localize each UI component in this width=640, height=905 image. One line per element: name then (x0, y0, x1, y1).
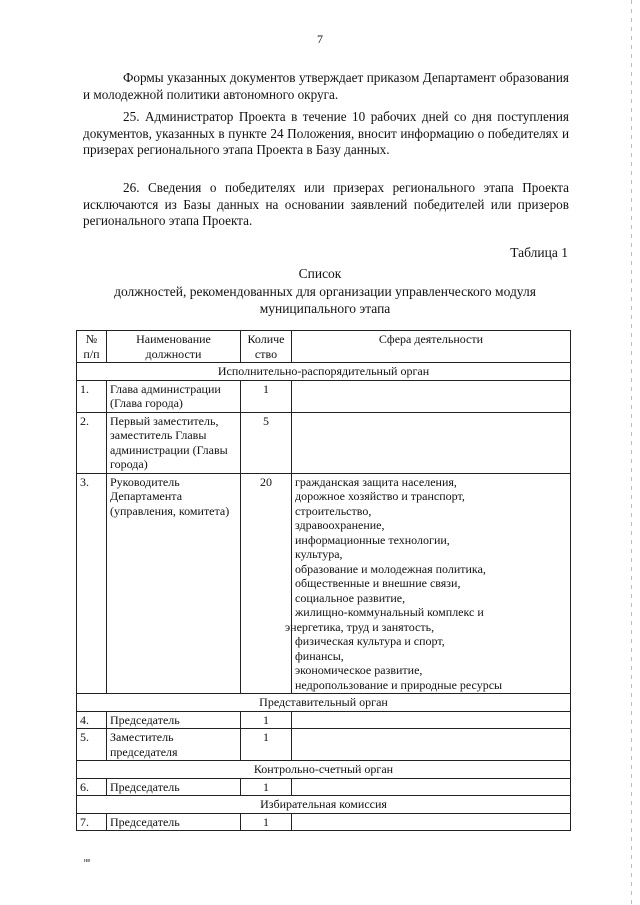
sphere-item: социальное развитие, (295, 590, 406, 605)
table-caption: Таблица 1 (510, 245, 568, 260)
row-qty: 1 (241, 380, 292, 412)
sphere-item: здравоохранение, (295, 518, 385, 532)
row-sphere (292, 412, 571, 473)
sphere-item: гражданская защита населения, (295, 474, 457, 489)
section-executive: Исполнительно-распорядительный орган (77, 363, 571, 381)
sphere-item: энергетика, труд и занятость, (285, 619, 435, 634)
row-qty: 1 (241, 711, 292, 729)
row-num: 2. (77, 412, 107, 473)
header-name: Наименование должности (107, 331, 241, 363)
table-row (77, 729, 571, 761)
sphere-item: дорожное хозяйство и транспорт, (295, 489, 465, 503)
row-sphere (292, 380, 571, 412)
table-row (77, 412, 571, 473)
paragraph-26: 26. Сведения о победителях или призерах регионального этапа Проекта исключаются из Базы данных на основании заявлений победителей или призеров регионального этапа Проекта. (83, 180, 569, 228)
row-position: Председатель (107, 711, 241, 729)
row-sphere (292, 729, 571, 761)
row-sphere (292, 711, 571, 729)
row-position: Первый заместитель, заместитель Главы администрации (Главы города) (107, 412, 241, 473)
row-num: 3. (77, 473, 107, 694)
sphere-item: экономическое развитие, (295, 663, 423, 677)
list-title: Список (298, 266, 342, 281)
list-subtitle: должностей, рекомендованных для организации управленческого модуля муниципального этапа (114, 284, 536, 316)
table-header-row (77, 331, 571, 363)
paragraph-25: 25. Администратор Проекта в течение 10 рабочих дней со дня поступления документов, указанных в пункте 24 Положения, вносит информацию о победителях и призерах регионального этапа Проекта в Базу данных. (83, 109, 569, 157)
table-row (77, 473, 571, 694)
section-row (77, 761, 571, 779)
sphere-item: образование и молодежная политика, (295, 561, 486, 576)
row-qty: 1 (241, 778, 292, 796)
corner-mark: нв (84, 858, 91, 864)
row-qty: 5 (241, 412, 292, 473)
row-num: 6. (77, 778, 107, 796)
section-row (77, 694, 571, 712)
row-num: 5. (77, 729, 107, 761)
row-qty: 20 (241, 473, 292, 694)
row-num: 1. (77, 380, 107, 412)
sphere-item: культура, (295, 547, 343, 561)
positions-table (76, 330, 571, 831)
section-election: Избирательная комиссия (77, 796, 571, 814)
sphere-item: недропользование и природные ресурсы (295, 677, 503, 692)
table-row (77, 813, 571, 831)
row-qty: 1 (241, 813, 292, 831)
section-representative: Представительный орган (77, 694, 571, 712)
sphere-item: информационные технологии, (295, 532, 450, 547)
row-qty: 1 (241, 729, 292, 761)
row-sphere (292, 813, 571, 831)
sphere-item: строительство, (295, 503, 372, 518)
row-num: 7. (77, 813, 107, 831)
sphere-item: жилищно-коммунальный комплекс и (295, 605, 484, 619)
table-row (77, 380, 571, 412)
row-sphere (292, 778, 571, 796)
table-row (77, 778, 571, 796)
row-position: Председатель (107, 778, 241, 796)
row-position: Председатель (107, 813, 241, 831)
scan-edge-line (631, 0, 632, 905)
header-sphere: Сфера деятельности (292, 331, 571, 363)
paragraph-forms: Формы указанных документов утверждает приказом Департамент образования и молодежной политики автономного округа. (83, 70, 569, 102)
table-row (77, 711, 571, 729)
header-num: № п/п (77, 331, 107, 363)
row-position: Глава администрации (Глава города) (107, 380, 241, 412)
section-row (77, 796, 571, 814)
sphere-item: финансы, (295, 648, 344, 663)
row-sphere-list (285, 473, 571, 694)
sphere-item: общественные и внешние связи, (295, 576, 461, 590)
page-number: 7 (317, 32, 323, 46)
section-row (77, 363, 571, 381)
row-num: 4. (77, 711, 107, 729)
header-qty: Количе ство (241, 331, 292, 363)
row-position: Руководитель Департамента (управления, комитета) (107, 473, 241, 694)
section-audit: Контрольно-счетный орган (77, 761, 571, 779)
row-position: Заместитель председателя (107, 729, 241, 761)
sphere-item: физическая культура и спорт, (295, 634, 445, 648)
